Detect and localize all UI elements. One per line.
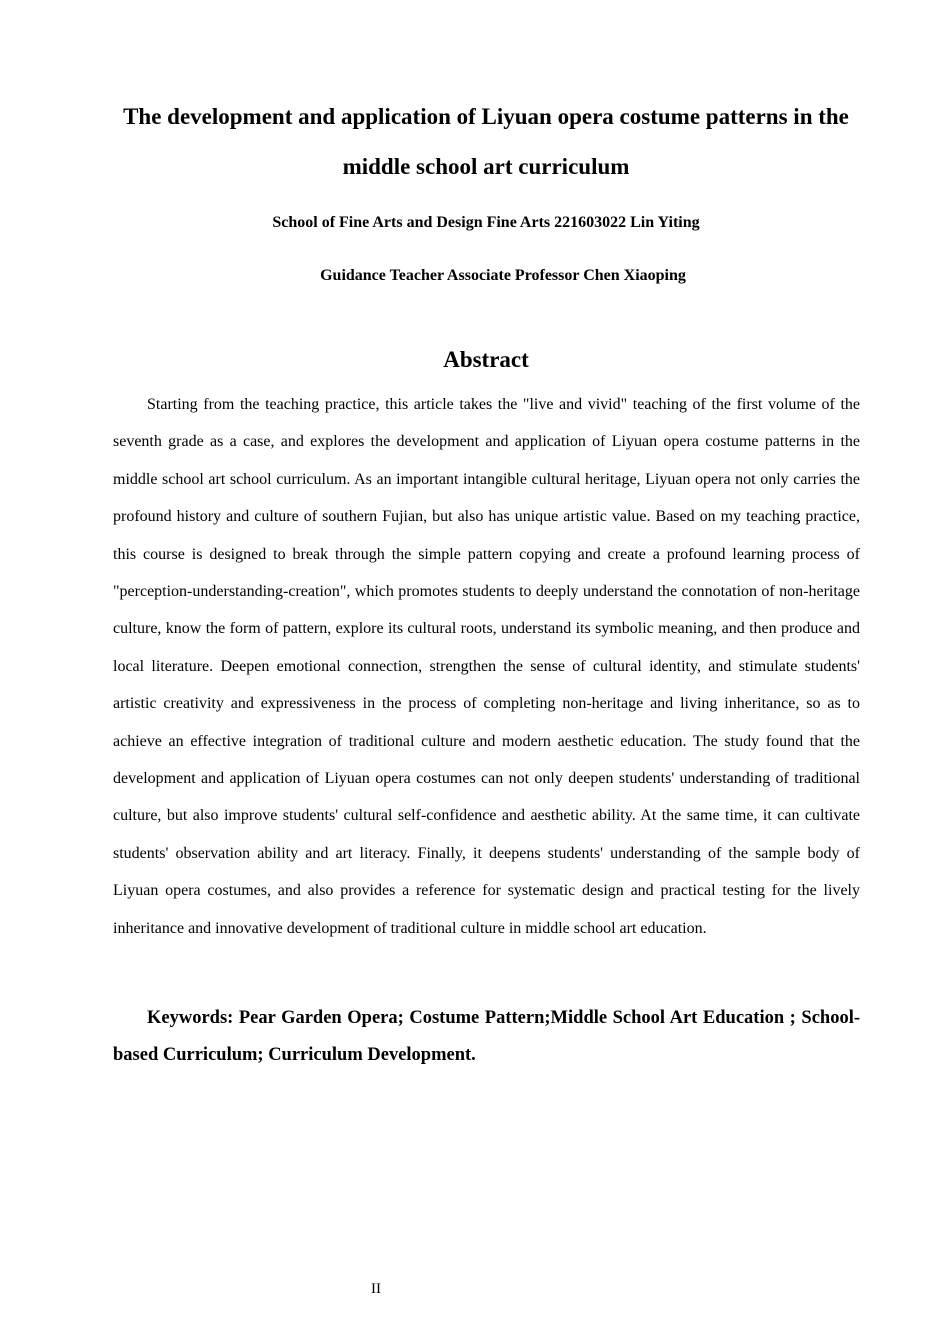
advisor-line: Guidance Teacher Associate Professor Chen Xiaoping	[320, 267, 686, 284]
abstract-body: Starting from the teaching practice, this article takes the "live and vivid" teaching of the first volume of the seventh grade as a case, and explores the development and application of Liyuan opera costume patterns in the middle school art school curriculum. As an important intangible cultural heritage, Liyuan opera not only carries the profound history and culture of southern Fujian, but also has unique artistic value. Based on my teaching practice, this course is designed to break through the simple pattern copying and create a profound learning process of "perception-understanding-creation", which promotes students to deeply understand the connotation of non-heritage culture, know the form of pattern, explore its cultural roots, understand its symbolic meaning, and then produce and local literature. Deepen emotional connection, strengthen the sense of cultural identity, and stimulate students' artistic creativity and expressiveness in the process of completing non-heritage and living inheritance, so as to achieve an effective integration of traditional culture and modern aesthetic education. The study found that the development and application of Liyuan opera costumes can not only deepen students' understanding of traditional culture, but also improve students' cultural self-confidence and aesthetic ability. At the same time, it can cultivate students' observation ability and art literacy. Finally, it deepens students' understanding of the sample body of Liyuan opera costumes, and also provides a reference for systematic design and practical testing for the lively inheritance and innovative development of traditional culture in middle school art education.	[113, 396, 860, 937]
keywords: Keywords: Pear Garden Opera; Costume Pattern;Middle School Art Education ; School-based Curriculum; Curriculum Development.	[113, 1008, 860, 1065]
page-number: II	[371, 1281, 381, 1297]
abstract-heading: Abstract	[443, 347, 529, 372]
author-line: School of Fine Arts and Design Fine Arts 221603022 Lin Yiting	[272, 214, 700, 231]
document-title: The development and application of Liyuan opera costume patterns in the middle school art curriculum	[123, 104, 849, 179]
